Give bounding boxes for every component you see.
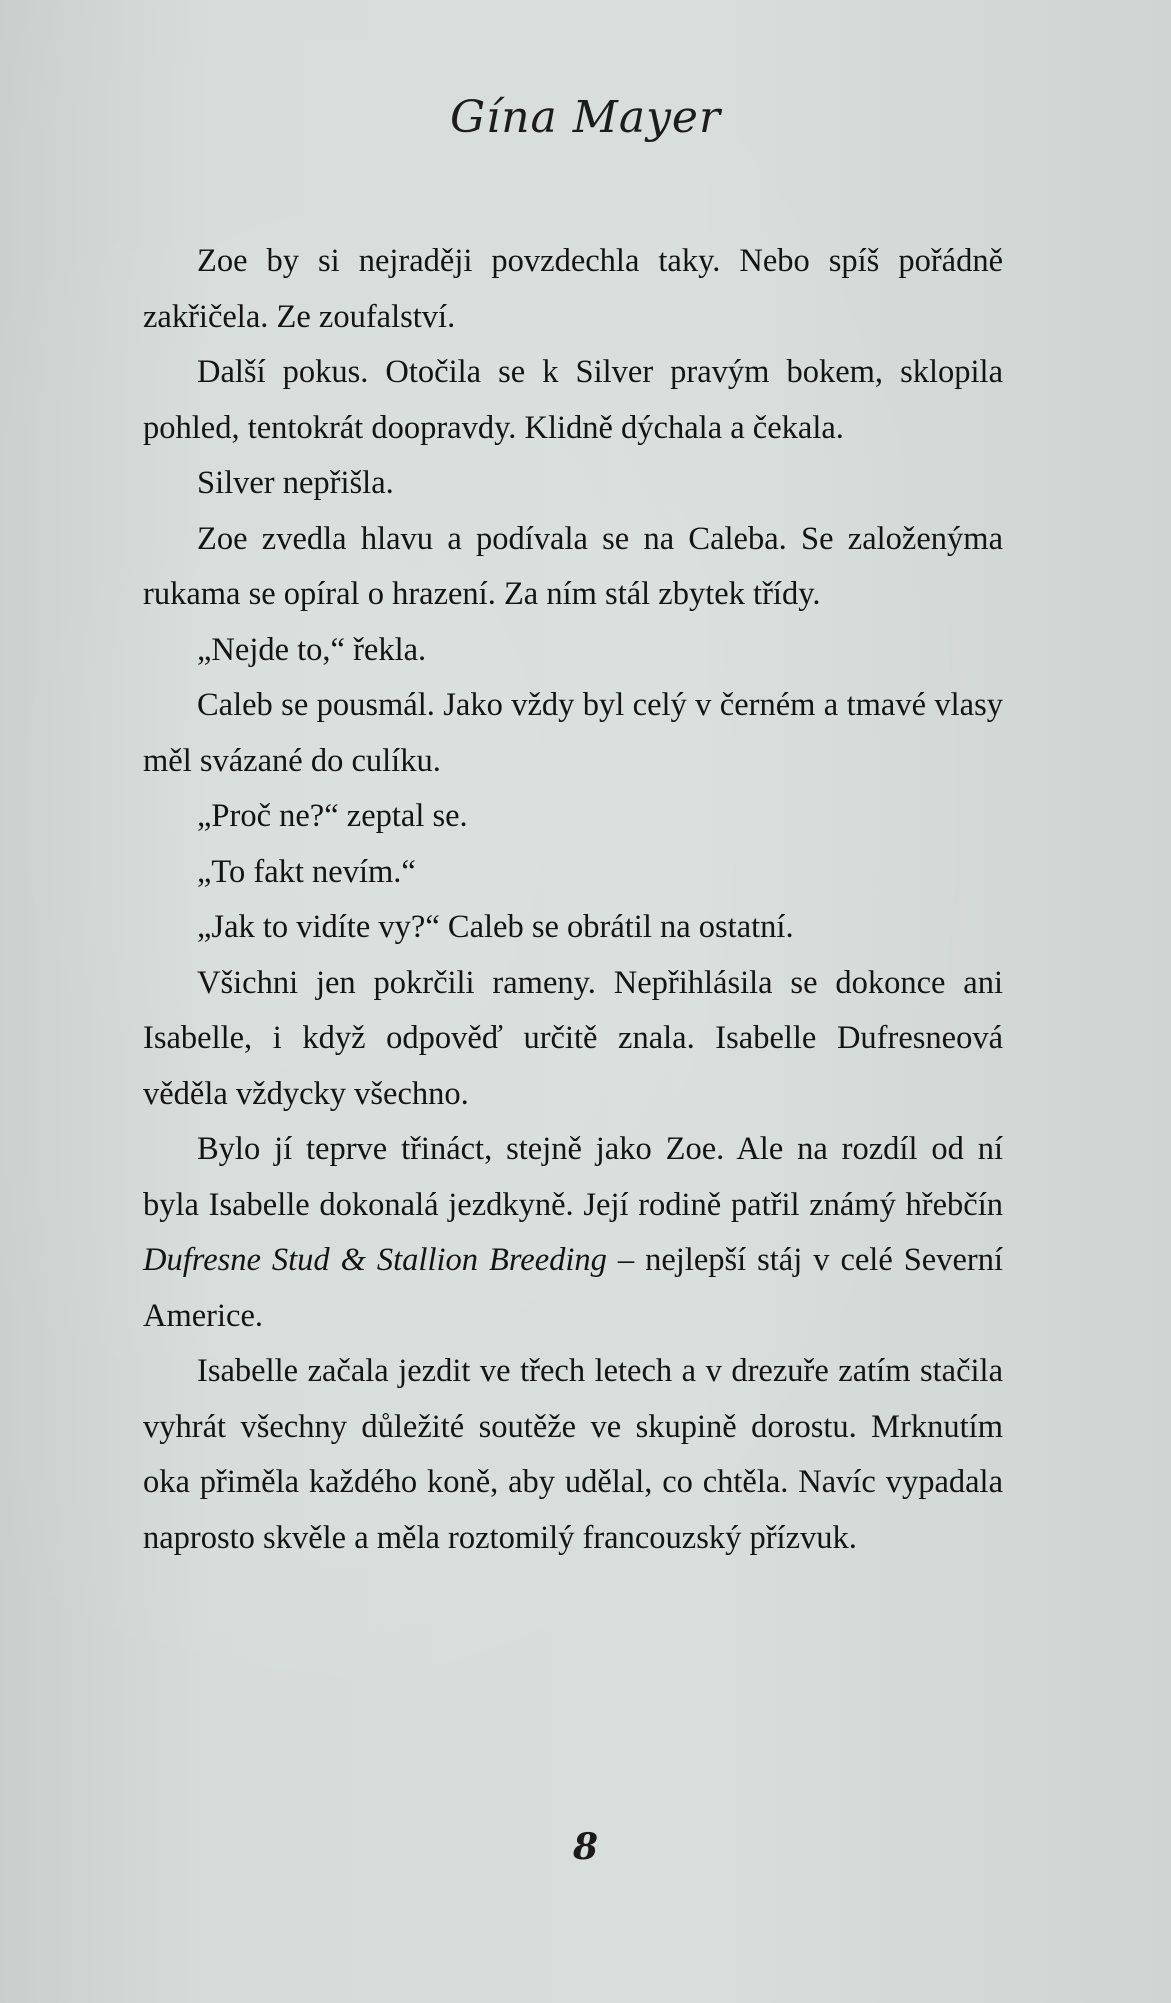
paragraph-text: Bylo jí teprve třináct, stejně jako Zoe. Ale na rozdíl od ní byla Isabelle dokonalá jezdkyně. Její rodině patřil známý hřebčín	[143, 1131, 1003, 1223]
paragraph: Další pokus. Otočila se k Silver pravým bokem, sklopila pohled, tentokrát doopravdy. Klidně dýchala a čekala.	[143, 354, 1003, 446]
paragraph: „Nejde to,“ řekla.	[197, 631, 427, 668]
paragraph: Caleb se pousmál. Jako vždy byl celý v černém a tmavé vlasy měl svázané do culíku.	[143, 687, 1003, 779]
paragraph: Všichni jen pokrčili rameny. Nepřihlásila se dokonce ani Isabelle, i když odpověď určitě znala. Isabelle Dufresneová věděla vždycky všechno.	[143, 964, 1003, 1112]
paragraph-text: – nejlepší stáj v celé Severní Americe.	[143, 1242, 1003, 1334]
page-number: 8	[572, 1826, 599, 1868]
paragraph: „Jak to vidíte vy?“ Caleb se obrátil na ostatní.	[197, 909, 794, 945]
paragraph: „To fakt nevím.“	[197, 853, 416, 890]
paragraph: Silver nepřišla.	[197, 465, 394, 501]
running-header-author: Gína Mayer	[450, 92, 721, 143]
paragraph: Zoe by si nejraději povzdechla taky. Nebo spíš pořádně zakřičela. Ze zoufalství.	[143, 243, 1003, 335]
body-text	[143, 234, 1003, 1566]
paragraph-stud	[143, 1122, 1003, 1344]
stud-name-italic: Dufresne Stud & Stallion Breeding	[143, 1242, 607, 1278]
paragraph: Zoe zvedla hlavu a podívala se na Caleba. Se založenýma rukama se opíral o hrazení. Za ním stál zbytek třídy.	[143, 520, 1003, 612]
paragraph: Isabelle začala jezdit ve třech letech a v drezuře zatím stačila vyhrát všechny důležité soutěže ve skupině dorostu. Mrknutím oka přiměla každého koně, aby udělal, co chtěla. Navíc vypadala naprosto skvěle a měla roztomilý francouzský přízvuk.	[143, 1353, 1003, 1556]
paragraph: „Proč ne?“ zeptal se.	[197, 798, 468, 834]
